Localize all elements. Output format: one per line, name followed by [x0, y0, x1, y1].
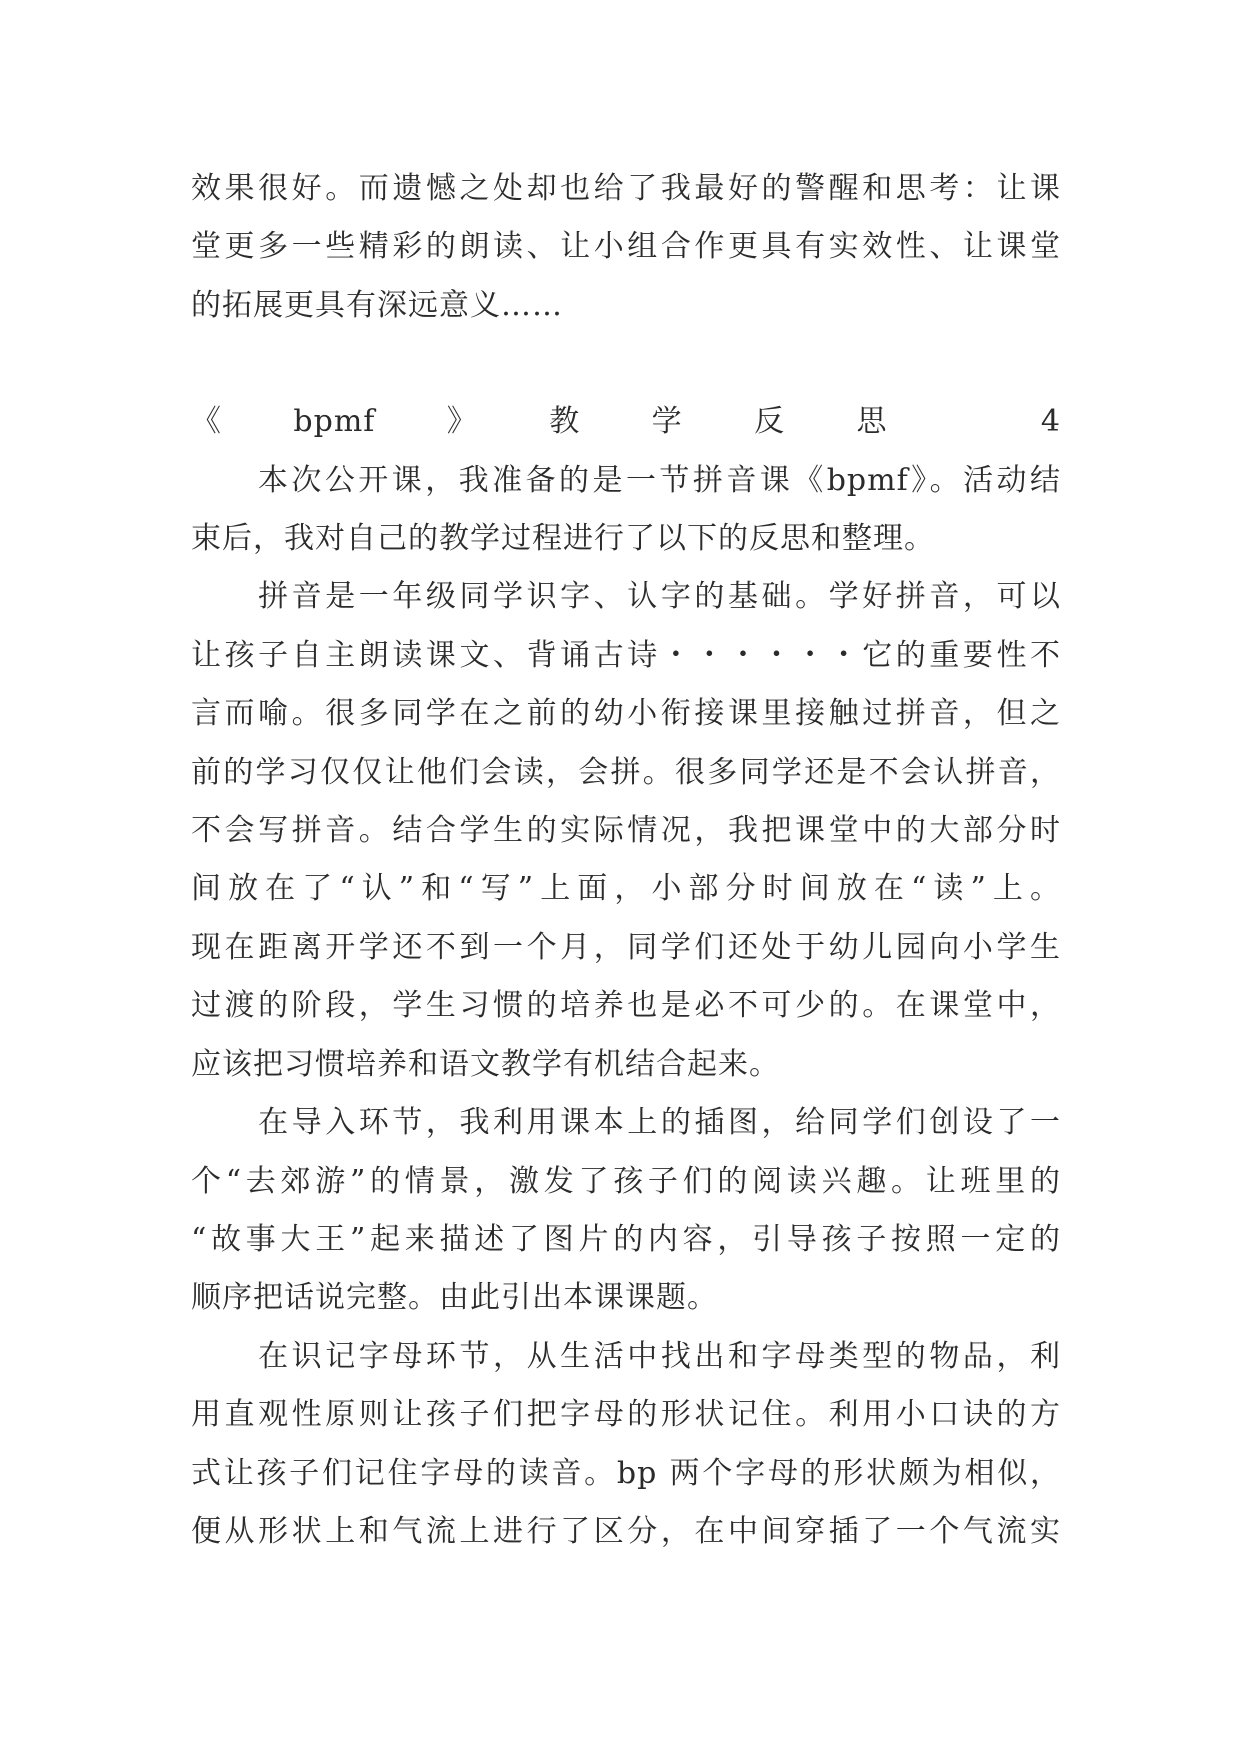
intro-paragraph — [191, 160, 1061, 335]
text-line: 前的学习仅仅让他们会读，会拼。很多同学还是不会认拼音， — [191, 754, 1061, 790]
text-line: 让孩子自主朗读课文、背诵古诗・・・・・・它的重要性不 — [191, 637, 1061, 673]
text-line: 顺序把话说完整。由此引出本课课题。 — [191, 1280, 718, 1316]
text-line: 现在距离开学还不到一个月，同学们还处于幼儿园向小学生 — [191, 929, 1061, 965]
document-body — [191, 160, 1061, 1561]
section-gap — [191, 335, 1061, 393]
text-line: 在识记字母环节，从生活中找出和字母类型的物品，利 — [191, 1338, 1061, 1374]
text-line: 不会写拼音。结合学生的实际情况，我把课堂中的大部分时 — [191, 813, 1061, 849]
text-line: 的拓展更具有深远意义…… — [191, 287, 563, 323]
text-line: 应该把习惯培养和语文教学有机结合起来。 — [191, 1046, 780, 1082]
text-line: 拼音是一年级同学识字、认字的基础。学好拼音，可以 — [191, 579, 1061, 615]
paragraph-4 — [191, 1328, 1061, 1562]
text-line: 在导入环节，我利用课本上的插图，给同学们创设了一 — [191, 1105, 1061, 1141]
text-line: 束后，我对自己的教学过程进行了以下的反思和整理。 — [191, 521, 935, 557]
text-line: 过渡的阶段，学生习惯的培养也是必不可少的。在课堂中， — [191, 988, 1061, 1024]
paragraph-2 — [191, 568, 1061, 1094]
text-line: 堂更多一些精彩的朗读、让小组合作更具有实效性、让课堂 — [191, 229, 1061, 265]
text-line: 用直观性原则让孩子们把字母的形状记住。利用小口诀的方 — [191, 1397, 1061, 1433]
text-line: 效果很好。而遗憾之处却也给了我最好的警醒和思考：让课 — [191, 171, 1061, 206]
section-title: 《bpmf》教学反思 4 — [191, 404, 1061, 440]
text-line: 个“去郊游”的情景，激发了孩子们的阅读兴趣。让班里的 — [191, 1163, 1061, 1199]
text-line: 便从形状上和气流上进行了区分，在中间穿插了一个气流实 — [191, 1513, 1061, 1549]
text-line: “故事大王”起来描述了图片的内容，引导孩子按照一定的 — [191, 1221, 1061, 1257]
text-line: 式让孩子们记住字母的读音。bp 两个字母的形状颇为相似， — [191, 1455, 1061, 1491]
paragraph-3 — [191, 1094, 1061, 1328]
text-line: 言而喻。很多同学在之前的幼小衔接课里接触过拼音，但之 — [191, 696, 1061, 732]
text-line: 本次公开课，我准备的是一节拼音课《bpmf》。活动结 — [191, 462, 1061, 498]
paragraph-1 — [191, 452, 1061, 569]
text-line: 间放在了“认”和“写”上面，小部分时间放在“读”上。 — [191, 871, 1061, 907]
